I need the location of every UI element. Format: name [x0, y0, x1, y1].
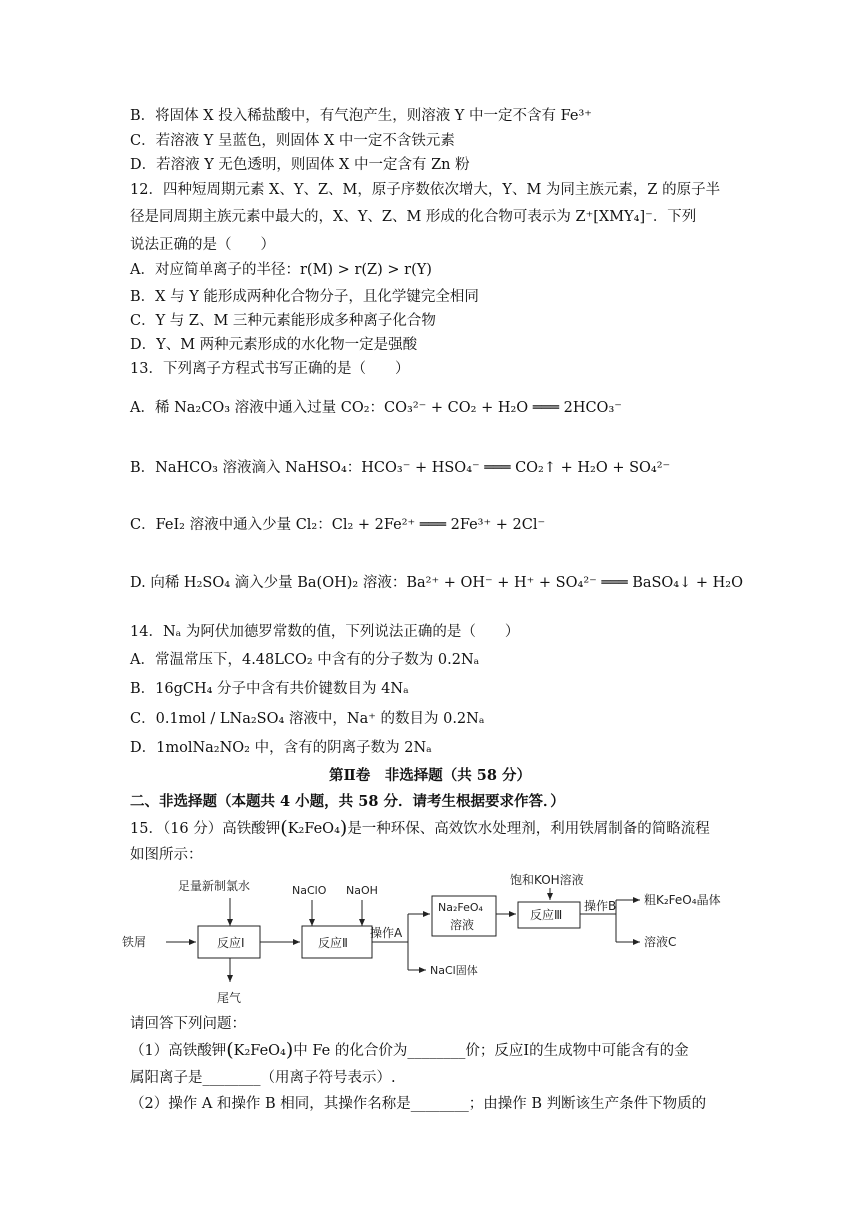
paren-open: ( [280, 817, 288, 839]
q13-option-a-equation: CO₃²⁻ + CO₂ + H₂O ═══ 2HCO₃⁻ [384, 400, 622, 416]
label-koh-solution: 饱和KOH溶液 [510, 873, 584, 887]
q12-option-a-text: A．对应简单离子的半径： [130, 262, 300, 278]
q12-compound-formula: Z⁺[XMY₄]⁻ [575, 209, 653, 225]
q15-sub1-line2: 属阳离子是________（用离子符号表示）. [130, 1070, 396, 1086]
paren-open-2: ( [226, 1039, 234, 1061]
q15-sub1-text: （1）高铁酸钾 [130, 1043, 227, 1059]
q15-sub2-line1: （2）操作 A 和操作 B 相同，其操作名称是________；由操作 B 判断该生产条件下物质的 [130, 1096, 707, 1112]
q13-option-d [130, 573, 743, 593]
q12-stem-text: 径是同周期主族元素中最大的，X、Y、Z、M 形成的化合物可表示为 [130, 209, 576, 225]
q12-option-c: C．Y 与 Z、M 三种元素能形成多种离子化合物 [130, 313, 436, 329]
q14-option-d: D．1molNa₂NO₂ 中，含有的阴离子数为 2Nₐ [130, 740, 432, 756]
q14-option-a: A．常温常压下，4.48LCO₂ 中含有的分子数为 0.2Nₐ [130, 652, 480, 668]
label-na2feo4: Na₂FeO₄ [438, 901, 483, 914]
label-exhaust: 尾气 [217, 991, 242, 1005]
q12-option-d: D．Y、M 两种元素形成的水化物一定是强酸 [130, 337, 418, 353]
q15-stem-text: 15．（16 分）高铁酸钾 [130, 821, 281, 837]
q12-stem-tail: ．下列 [652, 209, 697, 225]
label-solution-c: 溶液C [644, 935, 677, 949]
section-instructions: 二、非选择题（本题共 4 小题，共 58 分．请考生根据要求作答．） [130, 793, 565, 810]
label-iron-scraps: 铁屑 [122, 935, 147, 949]
q15-sub1-line1 [130, 1040, 689, 1061]
q12-option-a [130, 260, 432, 280]
q15-formula: K₂FeO₄ [287, 821, 340, 837]
q12-stem-line2 [130, 207, 696, 227]
paren-close: ) [339, 817, 348, 839]
q15-prompt: 请回答下列问题： [130, 1016, 246, 1032]
label-naclo: NaClO [292, 884, 327, 897]
q13-option-b-text: B．NaHCO₃ 溶液滴入 NaHSO₄： [130, 460, 362, 476]
q13-option-b-equation: HCO₃⁻ + HSO₄⁻ ═══ CO₂↑ + H₂O + SO₄²⁻ [361, 460, 671, 476]
q15-stem-tail: 是一种环保、高效饮水处理剂，利用铁屑制备的简略流程 [347, 821, 710, 837]
q13-option-c-equation: Cl₂ + 2Fe²⁺ ═══ 2Fe³⁺ + 2Cl⁻ [331, 517, 546, 533]
label-chlorine-water: 足量新制氯水 [178, 879, 251, 893]
q15-stem-line1 [130, 818, 710, 839]
label-reaction-3: 反应Ⅲ [530, 908, 563, 922]
label-reaction-1: 反应Ⅰ [217, 936, 245, 950]
section-title: 第Ⅱ卷 非选择题（共 58 分） [329, 767, 531, 784]
label-reaction-2: 反应Ⅱ [318, 936, 348, 950]
q15-stem-line2: 如图所示： [130, 847, 203, 863]
q13-option-c-text: C．FeI₂ 溶液中通入少量 Cl₂： [130, 517, 332, 533]
q12-stem-line1: 12．四种短周期元素 X、Y、Z、M，原子序数依次增大，Y、M 为同主族元素，Z 的原子半 [130, 182, 721, 198]
label-solution: 溶液 [450, 918, 475, 932]
q12-stem-line3: 说法正确的是（ ） [130, 237, 275, 253]
label-operation-a: 操作A [370, 926, 403, 940]
q13-option-b [130, 458, 670, 478]
q12-option-b: B．X 与 Y 能形成两种化合物分子，且化学键完全相同 [130, 289, 479, 305]
q11-option-d: D．若溶液 Y 无色透明，则固体 X 中一定含有 Zn 粉 [130, 157, 470, 173]
q15-sub1-formula: K₂FeO₄ [233, 1043, 286, 1059]
label-operation-b: 操作B [584, 899, 617, 913]
q11-option-b: B．将固体 X 投入稀盐酸中，有气泡产生，则溶液 Y 中一定不含有 Fe³⁺ [130, 108, 592, 124]
q15-sub1-tail: 中 Fe 的化合价为________价；反应Ⅰ的生成物中可能含有的金 [293, 1043, 689, 1059]
q13-option-c [130, 515, 545, 535]
q14-option-b: B．16gCH₄ 分子中含有共价键数目为 4Nₐ [130, 681, 409, 697]
label-nacl-solid: NaCl固体 [430, 964, 478, 977]
paren-close-2: ) [285, 1039, 294, 1061]
label-crude-crystal: 粗K₂FeO₄晶体 [644, 893, 721, 907]
q11-option-c: C．若溶液 Y 呈蓝色，则固体 X 中一定不含铁元素 [130, 133, 455, 149]
q13-option-a-text: A．稀 Na₂CO₃ 溶液中通入过量 CO₂： [130, 400, 385, 416]
q14-stem: 14．Nₐ 为阿伏加德罗常数的值，下列说法正确的是（ ） [130, 624, 520, 640]
q12-option-a-formula: r(M) > r(Z) > r(Y) [299, 262, 432, 278]
q13-option-a [130, 398, 622, 418]
q13-stem: 13．下列离子方程式书写正确的是（ ） [130, 361, 410, 377]
q14-option-c: C．0.1mol / LNa₂SO₄ 溶液中，Na⁺ 的数目为 0.2Nₐ [130, 711, 485, 727]
q13-option-d-equation: Ba²⁺ + OH⁻ + H⁺ + SO₄²⁻ ═══ BaSO₄↓ + H₂O [406, 575, 743, 591]
label-naoh: NaOH [346, 884, 378, 897]
q13-option-d-text: D. 向稀 H₂SO₄ 滴入少量 Ba(OH)₂ 溶液： [130, 575, 407, 591]
process-flow-diagram [120, 870, 760, 1010]
